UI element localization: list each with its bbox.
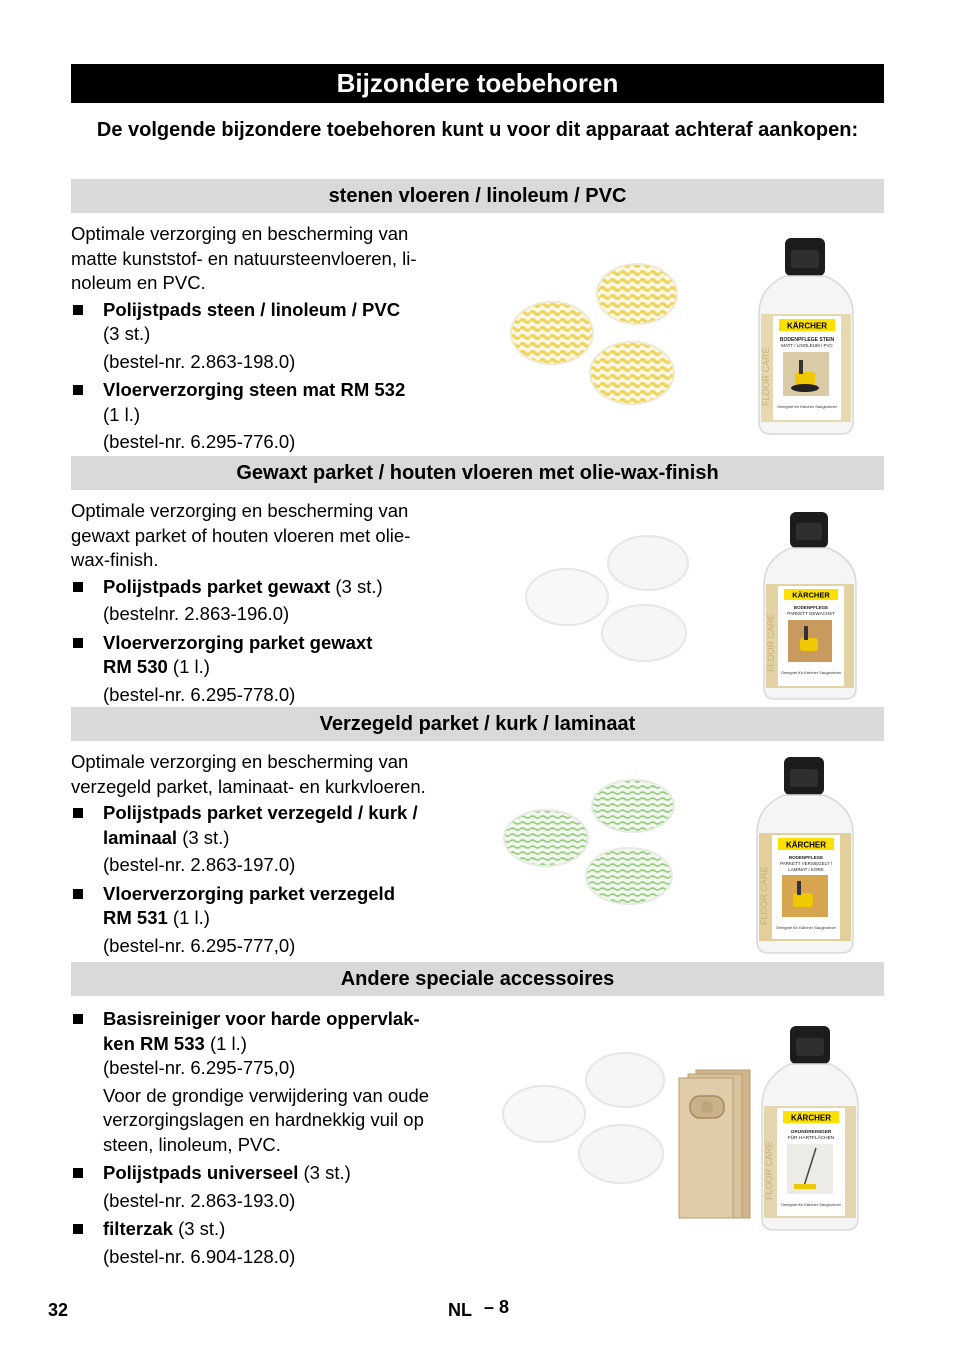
item-name: Polijstpads steen / linoleum / PVC <box>103 298 401 320</box>
svg-text:Geeignet für Kärcher Saugbohne: Geeignet für Kärcher Saugbohner <box>780 670 842 675</box>
svg-text:KÄRCHER: KÄRCHER <box>791 1113 831 1123</box>
order-number: (bestel-nr. 2.863-197.0) <box>103 854 296 875</box>
order-number: (bestel-nr. 6.295-776.0) <box>103 431 296 452</box>
svg-text:Geeignet für Kärcher Saugbohne: Geeignet für Kärcher Saugbohner <box>775 925 837 930</box>
filter-bags-image <box>676 1066 754 1222</box>
item-name: Vloerverzorging parket gewaxt <box>103 631 373 653</box>
svg-text:BODENPFLEGE STEIN: BODENPFLEGE STEIN <box>779 337 835 343</box>
bullet-square-icon <box>73 808 83 818</box>
list-item <box>71 1217 481 1242</box>
description-line: verzegeld parket, laminaat- en kurkvloeren. <box>71 775 426 797</box>
list-item <box>71 378 471 427</box>
page-number: 32 <box>48 1300 69 1320</box>
description-line: noleum en PVC. <box>71 272 206 293</box>
polishing-pads-green-image <box>500 778 680 908</box>
description-line: wax-finish. <box>71 549 159 570</box>
svg-text:KÄRCHER: KÄRCHER <box>786 840 826 850</box>
list-item <box>71 801 481 850</box>
item-qty: (3 st.) <box>335 575 383 597</box>
item-qty: (3 st.) <box>182 826 230 848</box>
order-number: (bestelnr. 2.863-196.0) <box>103 603 290 624</box>
item-qty: (1 l.) <box>172 656 210 677</box>
rm530-bottle-image <box>760 510 860 702</box>
section-sealed-text <box>71 750 481 958</box>
item-qty: (1 l.) <box>172 907 210 928</box>
order-number: (bestel-nr. 2.863-198.0) <box>103 350 296 372</box>
item-name: Basisreiniger voor harde oppervlak- <box>103 1008 420 1029</box>
description-line: steen, linoleum, PVC. <box>103 1133 281 1155</box>
list-item <box>71 631 471 680</box>
item-name: Polijstpads universeel <box>103 1162 299 1183</box>
section-page-number: – 8 <box>484 1297 510 1317</box>
description-line: Voor de grondige verwijdering van oude <box>103 1084 430 1106</box>
order-number: (bestel-nr. 2.863-193.0) <box>103 1189 296 1211</box>
item-name: Vloerverzorging parket verzegeld <box>103 882 395 904</box>
item-name: Polijstpads parket verzegeld / kurk / <box>103 802 418 823</box>
svg-text:GRUNDREINIGER: GRUNDREINIGER <box>790 1130 832 1135</box>
item-name: laminaal <box>103 826 178 848</box>
rm533-bottle-image <box>758 1024 862 1234</box>
rm531-bottle-image <box>753 755 857 957</box>
order-number: (bestel-nr. 6.295-775,0) <box>103 1057 296 1078</box>
bullet-square-icon <box>73 889 83 899</box>
svg-text:PARKETT GEWACHST: PARKETT GEWACHST <box>787 611 835 616</box>
item-name: Vloerverzorging steen mat RM 532 <box>103 379 406 400</box>
polishing-pads-universal-image <box>500 1050 670 1190</box>
rm532-bottle-image <box>755 236 857 438</box>
svg-text:FÜR HARTFLÄCHEN: FÜR HARTFLÄCHEN <box>787 1136 835 1141</box>
item-qty: (3 st.) <box>178 1218 226 1239</box>
section-heading-waxed-parquet: Gewaxt parket / houten vloeren met olie-wax-finish <box>71 456 884 490</box>
order-number: (bestel-nr. 6.904-128.0) <box>103 1245 296 1267</box>
order-number: (bestel-nr. 6.295-778.0) <box>103 683 296 705</box>
svg-text:BODENPFLEGE: BODENPFLEGE <box>793 605 829 610</box>
polishing-pads-yellow-image <box>500 245 715 415</box>
list-item <box>71 575 471 600</box>
polishing-pads-white-image <box>520 535 690 665</box>
bullet-square-icon <box>73 1224 83 1234</box>
bullet-square-icon <box>73 638 83 648</box>
language-code: NL <box>448 1300 472 1320</box>
section-other-text <box>71 1005 481 1269</box>
order-number: (bestel-nr. 6.295-777,0) <box>103 934 296 956</box>
section-waxed-text <box>71 499 471 707</box>
page-title: Bijzondere toebehoren <box>71 64 884 103</box>
description-line: Optimale verzorging en bescherming van <box>71 223 409 244</box>
section-stone-text <box>71 222 471 455</box>
svg-text:MATT / LINOLEUM / PVC: MATT / LINOLEUM / PVC <box>781 343 833 348</box>
bullet-square-icon <box>73 582 83 592</box>
svg-text:KÄRCHER: KÄRCHER <box>792 590 830 600</box>
svg-text:PARKETT VERSIEGELT /: PARKETT VERSIEGELT / <box>780 861 832 866</box>
svg-text:KÄRCHER: KÄRCHER <box>787 321 827 331</box>
item-description <box>71 1084 481 1158</box>
svg-text:FLOOR CARE: FLOOR CARE <box>761 347 771 406</box>
item-qty: (3 st.) <box>103 323 151 344</box>
list-item <box>71 1161 481 1186</box>
svg-text:Geeignet für Kärcher Saugbohne: Geeignet für Kärcher Saugbohner <box>780 1202 842 1207</box>
bullet-square-icon <box>73 385 83 395</box>
item-name: RM 530 <box>103 656 168 677</box>
list-item <box>71 882 481 931</box>
item-name: filterzak <box>103 1218 173 1239</box>
description-line: Optimale verzorging en bescherming van <box>71 751 409 772</box>
bullet-square-icon <box>73 1168 83 1178</box>
description-line: gewaxt parket of houten vloeren met olie- <box>71 524 411 546</box>
list-item <box>71 1007 481 1056</box>
bullet-square-icon <box>73 1014 83 1024</box>
item-name: ken RM 533 <box>103 1032 205 1054</box>
item-qty: (1 l.) <box>209 1032 247 1054</box>
svg-text:FLOOR CARE: FLOOR CARE <box>759 866 769 925</box>
intro-text: De volgende bijzondere toebehoren kunt u voor dit apparaat achteraf aankopen: <box>96 119 859 141</box>
svg-text:FLOOR CARE: FLOOR CARE <box>766 613 776 672</box>
svg-text:BODENPFLEGE: BODENPFLEGE <box>788 855 824 860</box>
svg-text:FLOOR CARE: FLOOR CARE <box>764 1141 774 1200</box>
svg-text:Geeignet für Kärcher Saugbohne: Geeignet für Kärcher Saugbohner <box>776 404 838 409</box>
section-heading-stone: stenen vloeren / linoleum / PVC <box>71 179 884 213</box>
description-line: matte kunststof- en natuursteenvloeren, li- <box>71 247 417 269</box>
item-qty: (1 l.) <box>103 403 140 425</box>
svg-text:LAMINAT / KORK: LAMINAT / KORK <box>788 867 824 872</box>
item-name: Polijstpads parket gewaxt <box>103 575 331 597</box>
section-heading-other-accessories: Andere speciale accessoires <box>71 962 884 996</box>
item-name: RM 531 <box>103 907 168 928</box>
description-line: Optimale verzorging en bescherming van <box>71 500 409 521</box>
description-line: verzorgingslagen en hardnekkig vuil op <box>103 1109 424 1130</box>
bullet-square-icon <box>73 305 83 315</box>
list-item <box>71 298 471 347</box>
item-qty: (3 st.) <box>303 1162 351 1183</box>
section-heading-sealed-parquet: Verzegeld parket / kurk / laminaat <box>71 707 884 741</box>
